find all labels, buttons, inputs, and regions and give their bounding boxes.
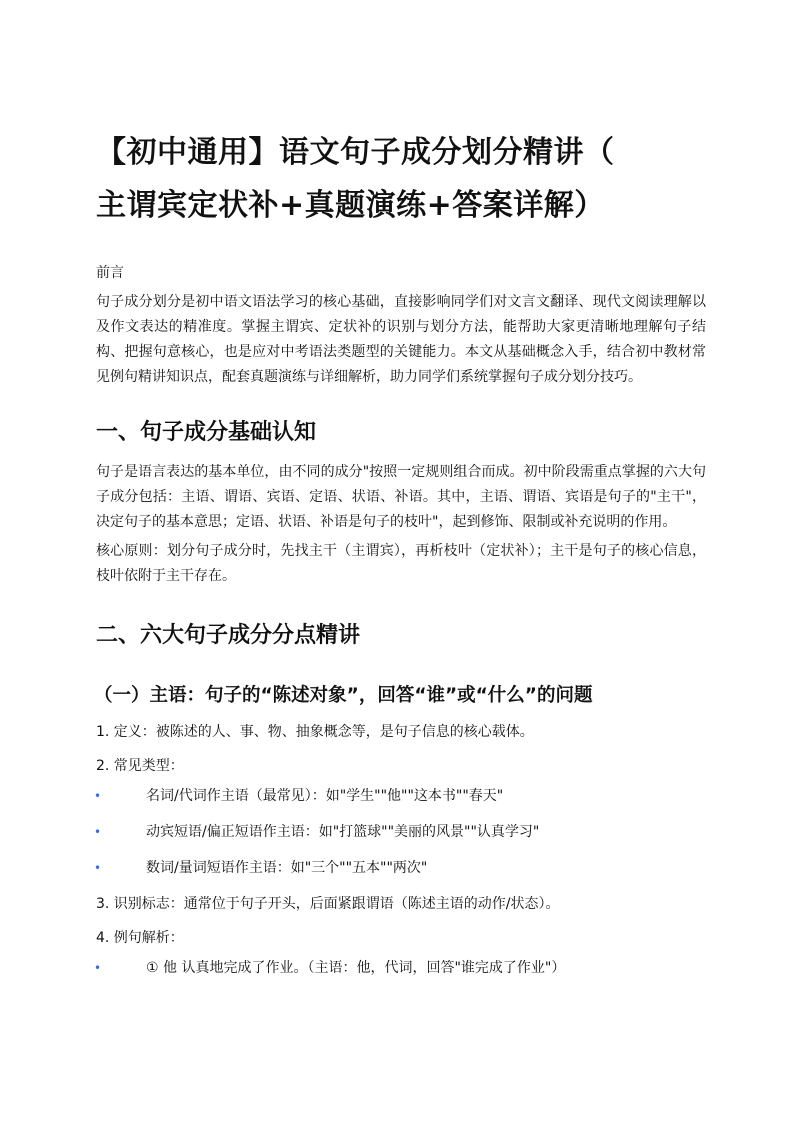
definition-item: 1. 定义：被陈述的人、事、物、抽象概念等，是句子信息的核心载体。	[96, 724, 534, 740]
section-1-paragraph-2: 核心原则：划分句子成分时，先找主干（主谓宾），再析枝叶（定状补）；主干是句子的核心信息，枝叶依附于主干存在。	[96, 543, 706, 584]
subsection-subject-heading: （一）主语：句子的“陈述对象”，回答“谁”或“什么”的问题	[94, 685, 593, 706]
bullet-icon: •	[94, 789, 102, 803]
section-2-heading: 二、六大句子成分分点精讲	[96, 623, 361, 648]
section-1-heading: 一、句子成分基础认知	[96, 420, 317, 445]
list-item-text: 名词/代词作主语（最常见）：如"学生""他""这本书""春天"	[146, 788, 504, 804]
document-page	[96, 126, 706, 991]
types-list	[96, 783, 706, 881]
bullet-icon: •	[94, 861, 102, 875]
document-title	[96, 126, 706, 232]
identification-item: 3. 识别标志：通常位于句子开头，后面紧跟谓语（陈述主语的动作/状态）。	[96, 896, 560, 912]
preface-label: 前言	[96, 265, 124, 281]
section-1-paragraph-1: 句子是语言表达的基本单位，由不同的成分"按照一定规则组合而成。初中阶段需重点掌握的六大句子成分包括：主语、谓语、宾语、定语、状语、补语。其中，主语、谓语、宾语是句子的"主干"，决定句子的基本意思；定语、状语、补语是句子的枝叶"，起到修饰、限制或补充说明的作用。	[96, 464, 706, 530]
list-item	[96, 783, 706, 809]
list-item	[96, 855, 706, 881]
list-item-text: 数词/量词短语作主语：如"三个""五本""两次"	[146, 860, 428, 876]
list-item-text: 动宾短语/偏正短语作主语：如"打篮球""美丽的风景""认真学习"	[146, 824, 540, 840]
bullet-icon: •	[94, 961, 102, 975]
preface-text: 句子成分划分是初中语文语法学习的核心基础，直接影响同学们对文言文翻译、现代文阅读理解以及作文表达的精准度。掌握主谓宾、定状补的识别与划分方法，能帮助大家更清晰地理解句子结构、把握句意核心，也是应对中考语法类题型的关键能力。本文从基础概念入手，结合初中教材常见例句精讲知识点，配套真题演练与详细解析，助力同学们系统掌握句子成分划分技巧。	[96, 294, 706, 385]
list-item	[96, 819, 706, 845]
bullet-icon: •	[94, 825, 102, 839]
types-item: 2. 常见类型：	[96, 758, 184, 774]
examples-list	[96, 955, 706, 981]
title-line-2: 主谓宾定状补+真题演练+答案详解）	[96, 188, 605, 223]
list-item	[96, 955, 706, 981]
examples-item: 4. 例句解析：	[96, 930, 184, 946]
title-line-1: 【初中通用】语文句子成分划分精讲（	[96, 135, 615, 170]
list-item-text: ① 他 认真地完成了作业。（主语：他，代词，回答"谁完成了作业"）	[146, 960, 566, 976]
